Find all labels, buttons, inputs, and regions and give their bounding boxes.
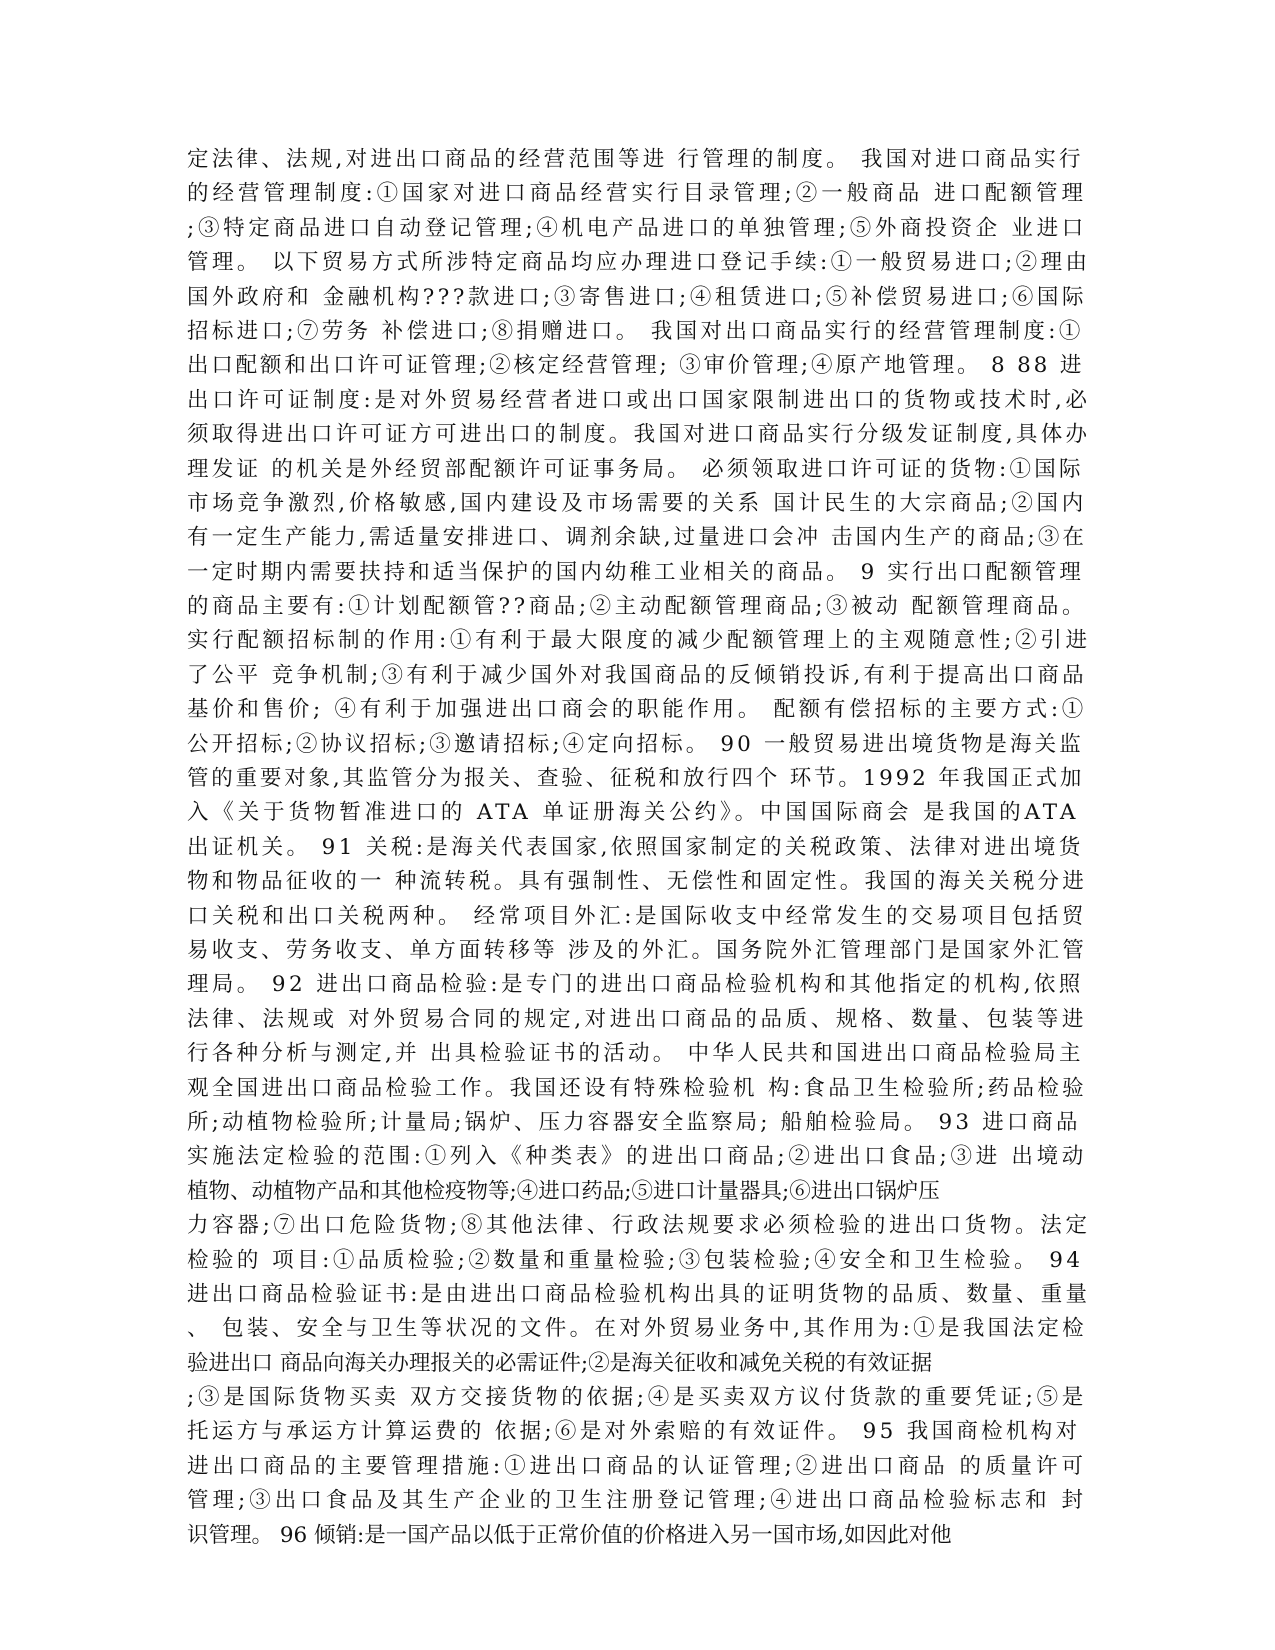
text-line: 易收支、劳务收支、单方面转移等 涉及的外汇。国务院外汇管理部门是国家外汇管 <box>187 937 1087 963</box>
text-line: 所;动植物检验所;计量局;锅炉、压力容器安全监察局; 船舶检验局。 93 进口商品 <box>187 1109 1081 1135</box>
text-line: 一定时期内需要扶持和适当保护的国内幼稚工业相关的商品。 9 实行出口配额管理 <box>187 559 1084 585</box>
text-line: 的经营管理制度:①国家对进口商品经营实行目录管理;②一般商品 进口配额管理 <box>187 181 1087 207</box>
text-line: 国外政府和 金融机构???款进口;③寄售进口;④租赁进口;⑤补偿贸易进口;⑥国际 <box>187 284 1087 310</box>
text-line: ;③特定商品进口自动登记管理;④机电产品进口的单独管理;⑤外商投资企 业进口 <box>187 215 1087 241</box>
text-line: 出证机关。 91 关税:是海关代表国家,依照国家制定的关税政策、法律对进出境货 <box>187 834 1084 860</box>
text-line: 基价和售价; ④有利于加强进出口商会的职能作用。 配额有偿招标的主要方式:① <box>187 697 1087 723</box>
text-line: 市场竞争激烈,价格敏感,国内建设及市场需要的关系 国计民生的大宗商品;②国内 <box>187 490 1087 516</box>
text-line: 有一定生产能力,需适量安排进口、调剂余缺,过量进口会冲 击国内生产的商品;③在 <box>187 525 1087 551</box>
text-line: 植物、动植物产品和其他检疫物等;④进口药品;⑤进口计量器具;⑥进出口锅炉压 <box>187 1178 940 1204</box>
text-line: 管理;③出口食品及其生产企业的卫生注册登记管理;④进出口商品检验标志和 封 <box>187 1488 1087 1514</box>
text-line: 定法律、法规,对进出口商品的经营范围等进 行管理的制度。 我国对进口商品实行 <box>187 147 1084 172</box>
text-line: ;③是国际货物买卖 双方交接货物的依据;④是买卖双方议付货款的重要凭证;⑤是 <box>187 1385 1087 1411</box>
text-line: 招标进口;⑦劳务 补偿进口;⑧捐赠进口。 我国对出口商品实行的经营管理制度:① <box>187 318 1084 344</box>
text-line: 物和物品征收的一 种流转税。具有强制性、无偿性和固定性。我国的海关关税分进 <box>187 869 1087 895</box>
text-line: 理发证 的机关是外经贸部配额许可证事务局。 必须领取进口许可证的货物:①国际 <box>187 456 1084 482</box>
text-line: 管理。 以下贸易方式所涉特定商品均应办理进口登记手续:①一般贸易进口;②理由 <box>187 250 1091 276</box>
text-line: 须取得进出口许可证方可进出口的制度。我国对进口商品实行分级发证制度,具体办 <box>187 422 1091 448</box>
text-line: 托运方与承运方计算运费的 依据;⑥是对外索赔的有效证件。 95 我国商检机构对 <box>187 1419 1081 1445</box>
text-line: 识管理。 96 倾销:是一国产品以低于正常价值的价格进入另一国市场,如因此对他 <box>187 1522 952 1548</box>
text-line: 实行配额招标制的作用:①有利于最大限度的减少配额管理上的主观随意性;②引进 <box>187 628 1091 654</box>
text-line: 进出口商品检验证书:是由进出口商品检验机构出具的证明货物的品质、数量、重量 <box>187 1281 1091 1307</box>
text-line: 实施法定检验的范围:①列入《种类表》的进出口商品;②进出口食品;③进 出境动 <box>187 1144 1087 1170</box>
text-line: 验进出口 商品向海关办理报关的必需证件;②是海关征收和减免关税的有效证据 <box>187 1350 933 1376</box>
text-line: 公开招标;②协议招标;③邀请招标;④定向招标。 90 一般贸易进出境货物是海关监 <box>187 731 1084 757</box>
text-line: 出口许可证制度:是对外贸易经营者进口或出口国家限制进出口的货物或技术时,必 <box>187 387 1091 413</box>
text-line: 力容器;⑦出口危险货物;⑧其他法律、行政法规要求必须检验的进出口货物。法定 <box>187 1213 1091 1239</box>
text-line: 的商品主要有:①计划配额管??商品;②主动配额管理商品;③被动 配额管理商品。 <box>187 594 1088 620</box>
text-line: 入《关于货物暂准进口的 ATA 单证册海关公约》。中国国际商会 是我国的ATA <box>187 800 1080 826</box>
text-line: 法律、法规或 对外贸易合同的规定,对进出口商品的品质、规格、数量、包装等进 <box>187 1006 1088 1032</box>
text-line: 行各种分析与测定,并 出具检验证书的活动。 中华人民共和国进出口商品检验局主 <box>187 1041 1084 1067</box>
text-line: 观全国进出口商品检验工作。我国还设有特殊检验机 构:食品卫生检验所;药品检验 <box>187 1075 1087 1101</box>
text-line: 理局。 92 进出口商品检验:是专门的进出口商品检验机构和其他指定的机构,依照 <box>187 972 1084 998</box>
text-line: 检验的 项目:①品质检验;②数量和重量检验;③包装检验;④安全和卫生检验。 94 <box>187 1247 1084 1273</box>
body-text <box>187 143 1091 1553</box>
text-line: 口关税和出口关税两种。 经常项目外汇:是国际收支中经常发生的交易项目包括贸 <box>187 903 1088 929</box>
text-line: 进出口商品的主要管理措施:①进出口商品的认证管理;②进出口商品 的质量许可 <box>187 1453 1087 1479</box>
text-line: 管的重要对象,其监管分为报关、查验、征税和放行四个 环节。1992 年我国正式加 <box>187 766 1085 792</box>
text-line: 了公平 竞争机制;③有利于减少国外对我国商品的反倾销投诉,有利于提高出口商品 <box>187 662 1087 688</box>
text-line: 出口配额和出口许可证管理;②核定经营管理; ③审价管理;④原产地管理。 8 88 进 <box>187 353 1085 379</box>
text-line: 、 包装、安全与卫生等状况的文件。在对外贸易业务中,其作用为:①是我国法定检 <box>187 1316 1087 1342</box>
